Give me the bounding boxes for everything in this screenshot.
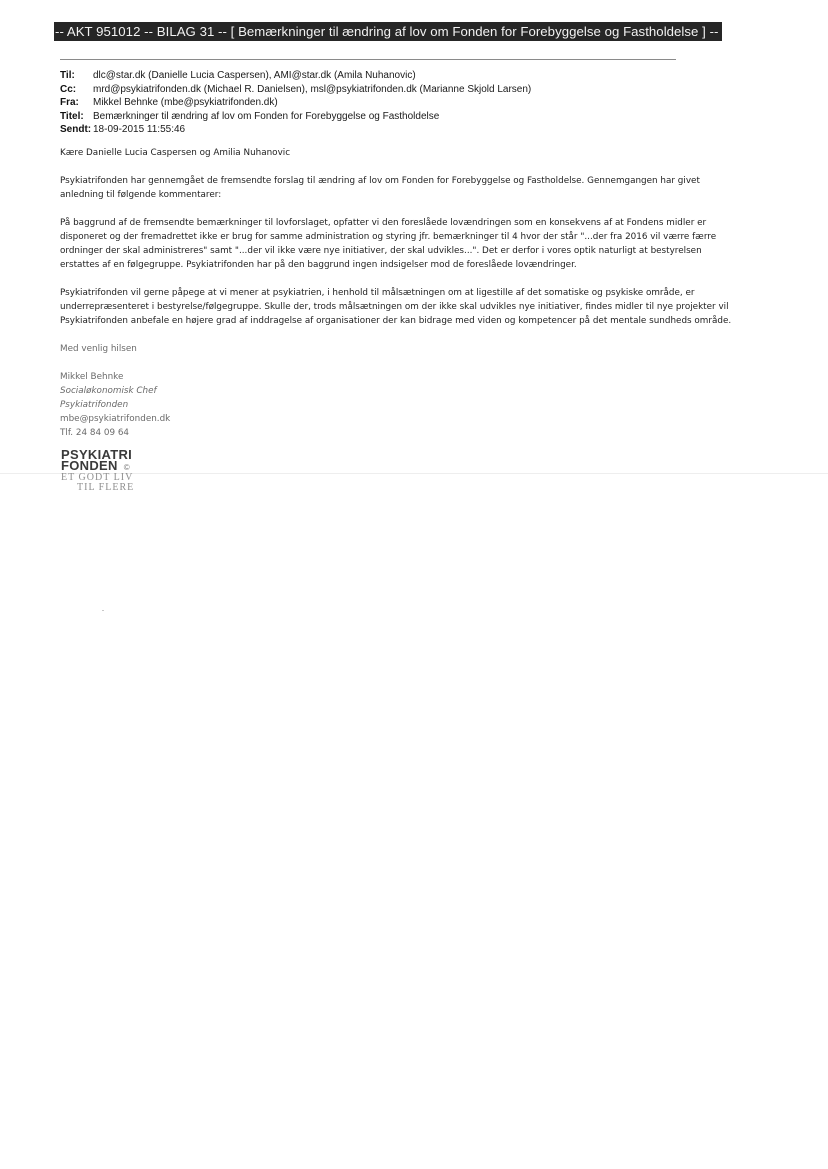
header-label: Cc:: [60, 83, 77, 95]
header-value: dlc@star.dk (Danielle Lucia Caspersen), AMI@star.dk (Amila Nuhanovic): [93, 70, 416, 81]
header-cc: [60, 83, 700, 97]
logo-tagline-2: TIL FLERE: [77, 482, 135, 493]
signature-phone: Tlf. 24 84 09 64: [60, 428, 130, 438]
header-label: Fra:: [60, 97, 79, 108]
header-label: Titel:: [60, 110, 84, 122]
header-label: Til:: [60, 70, 75, 81]
signature: [60, 370, 760, 440]
header-value: mrd@psykiatrifonden.dk (Michael R. Danielsen), msl@psykiatrifonden.dk (Marianne Skjold Larsen): [93, 83, 532, 95]
scan-speck: [102, 610, 104, 611]
header-to: [60, 69, 700, 83]
document-banner: -- AKT 951012 -- BILAG 31 -- [ Bemærkninger til ændring af lov om Fonden for Forebyggelse og Fastholdelse ] --: [54, 22, 722, 41]
greeting: Kære Danielle Lucia Caspersen og Amilia Nuhanovic: [60, 148, 291, 158]
paragraph-3: [60, 286, 760, 328]
psykiatrifonden-logo: [61, 449, 181, 499]
logo-text-line2-word: FONDEN: [61, 458, 118, 473]
paragraph-line: ordninger der skal administreres" samt "...der vil ikke være nye initiativer, der skal udvikles...". Det er derfor i vores optik naturligt at bestyrelsen: [60, 246, 702, 256]
logo-text-line1: PSYKIATRI: [61, 447, 133, 462]
paragraph-1: [60, 174, 760, 202]
header-title: [60, 110, 700, 124]
paragraph-2: [60, 216, 760, 272]
signature-name: Mikkel Behnke: [60, 372, 124, 382]
paragraph-line: Psykiatrifonden anbefale en højere grad af inddragelse af organisationer der kan bidrage med viden og kompetencer på det mentale sundheds område.: [60, 316, 732, 326]
header-value: Mikkel Behnke (mbe@psykiatrifonden.dk): [93, 97, 278, 108]
logo-tagline-1: ET GODT LIV: [61, 472, 134, 483]
header-label: Sendt:: [60, 124, 92, 135]
paragraph-line: erstattes af en følgegruppe. Psykiatrifonden har på den baggrund ingen indsigelser mod de foreslåede lovændringer.: [60, 260, 577, 270]
header-from: [60, 96, 700, 110]
signature-org: Psykiatrifonden: [60, 400, 129, 410]
logo-copyright-mark: ©: [123, 463, 130, 472]
closing: Med venlig hilsen: [60, 344, 137, 354]
paragraph-line: Psykiatrifonden vil gerne påpege at vi mener at psykiatrien, i henhold til målsætningen om at ligestille af det somatiske og psykiske område, er: [60, 288, 695, 298]
header-value: Bemærkninger til ændring af lov om Fonden for Forebyggelse og Fastholdelse: [93, 110, 440, 122]
paragraph-line: Psykiatrifonden har gennemgået de fremsendte forslag til ændring af lov om Fonden for Forebyggelse og Fastholdelse. Gennemgangen har givet: [60, 176, 700, 186]
signature-title: Socialøkonomisk Chef: [60, 386, 157, 396]
header-sent: [60, 123, 700, 137]
paragraph-line: anledning til følgende kommentarer:: [60, 190, 222, 200]
paragraph-line: På baggrund af de fremsendte bemærkninger til lovforslaget, opfatter vi den foreslåede lovændringen som en konsekvens af at Fondens midler er: [60, 218, 707, 228]
header-divider: [60, 59, 676, 60]
header-value: 18-09-2015 11:55:46: [93, 124, 186, 135]
email-body: [60, 146, 760, 440]
signature-email: mbe@psykiatrifonden.dk: [60, 414, 171, 424]
paragraph-line: underrepræsenteret i bestyrelse/følgegruppe. Skulle der, trods målsætningen om der ikke skal udvikles nye initiativer, findes midler til nye projekter vil: [60, 302, 729, 312]
paragraph-line: disponeret og der fremadrettet ikke er brug for samme administration og styring jfr. bemærkninger til 4 hvor der står "...der fra 2016 vil værre færre: [60, 232, 717, 242]
email-headers: [60, 69, 700, 137]
